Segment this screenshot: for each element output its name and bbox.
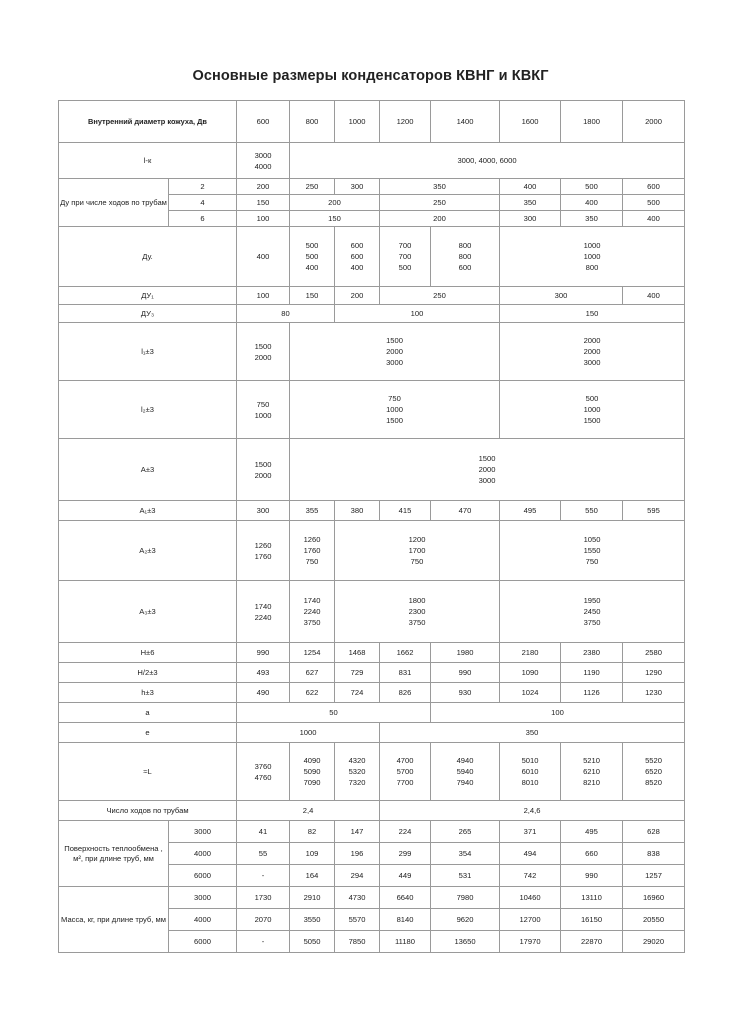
table-row [59, 305, 685, 323]
table-cell: 495 [561, 821, 623, 843]
row-label: Поверхность теплообмена , м², при длине труб, мм [59, 821, 169, 887]
table-row [59, 179, 685, 195]
table-cell: 400 [623, 211, 685, 227]
table-row [59, 683, 685, 703]
table-cell: 1740 2240 3750 [290, 581, 335, 643]
table-cell: 600 [623, 179, 685, 195]
table-cell: 1190 [561, 663, 623, 683]
table-cell: 200 [335, 287, 380, 305]
row-label: l-к [59, 143, 237, 179]
table-cell: 22870 [561, 931, 623, 953]
table-cell: 300 [500, 287, 623, 305]
table-row [59, 227, 685, 287]
table-cell: 100 [431, 703, 685, 723]
table-cell: 109 [290, 843, 335, 865]
table-cell: 470 [431, 501, 500, 521]
table-cell: 265 [431, 821, 500, 843]
table-cell: 150 [290, 287, 335, 305]
table-cell: 2,4,6 [380, 801, 685, 821]
table-cell: 750 1000 1500 [290, 381, 500, 439]
row-label: A₃±3 [59, 581, 237, 643]
table-cell: 200 [380, 211, 500, 227]
row-label: Ду при числе ходов по трубам [59, 179, 169, 227]
table-cell: 1600 [500, 101, 561, 143]
table-cell: 150 [500, 305, 685, 323]
table-cell: 3000, 4000, 6000 [290, 143, 685, 179]
table-cell: 1126 [561, 683, 623, 703]
table-cell: 2,4 [237, 801, 380, 821]
table-cell: 742 [500, 865, 561, 887]
table-cell: 1500 2000 3000 [290, 323, 500, 381]
table-cell: 531 [431, 865, 500, 887]
table-cell: 1500 2000 3000 [290, 439, 685, 501]
table-cell: 3000 [169, 887, 237, 909]
table-cell: 595 [623, 501, 685, 521]
table-cell: 724 [335, 683, 380, 703]
table-cell: 1290 [623, 663, 685, 683]
table-cell: 1024 [500, 683, 561, 703]
table-cell: 500 [623, 195, 685, 211]
table-cell: 600 600 400 [335, 227, 380, 287]
table-cell: 1500 2000 [237, 323, 290, 381]
table-cell: 1230 [623, 683, 685, 703]
table-cell: 80 [237, 305, 335, 323]
table-cell: 3000 4000 [237, 143, 290, 179]
table-cell: 2180 [500, 643, 561, 663]
table-cell: 10460 [500, 887, 561, 909]
table-cell: 29020 [623, 931, 685, 953]
row-label: A₁±3 [59, 501, 237, 521]
table-cell: 3550 [290, 909, 335, 931]
table-cell: 164 [290, 865, 335, 887]
table-cell: 627 [290, 663, 335, 683]
table-cell: 4000 [169, 909, 237, 931]
table-cell: 990 [431, 663, 500, 683]
table-cell: 1200 [380, 101, 431, 143]
row-label: Ду. [59, 227, 237, 287]
row-label: ДУ₃ [59, 305, 237, 323]
table-cell: 750 1000 [237, 381, 290, 439]
table-cell: 55 [237, 843, 290, 865]
table-cell: 1662 [380, 643, 431, 663]
table-cell: 200 [237, 179, 290, 195]
table-cell: 490 [237, 683, 290, 703]
table-cell: 4090 5090 7090 [290, 743, 335, 801]
row-label: A₂±3 [59, 521, 237, 581]
table-cell: 700 700 500 [380, 227, 431, 287]
table-row [59, 663, 685, 683]
table-row [59, 439, 685, 501]
table-cell: 2000 [623, 101, 685, 143]
table-cell: 550 [561, 501, 623, 521]
row-label: Масса, кг, при длине труб, мм [59, 887, 169, 953]
table-cell: 2380 [561, 643, 623, 663]
table-cell: 2070 [237, 909, 290, 931]
table-cell: 600 [237, 101, 290, 143]
table-cell: 224 [380, 821, 431, 843]
table-row [59, 643, 685, 663]
table-cell: 1740 2240 [237, 581, 290, 643]
table-cell: 11180 [380, 931, 431, 953]
table-cell: 1257 [623, 865, 685, 887]
table-cell: 16960 [623, 887, 685, 909]
table-cell: 8140 [380, 909, 431, 931]
table-cell: 12700 [500, 909, 561, 931]
table-cell: 1254 [290, 643, 335, 663]
table-cell: 838 [623, 843, 685, 865]
table-cell: 6 [169, 211, 237, 227]
table-cell: 495 [500, 501, 561, 521]
table-cell: 1800 [561, 101, 623, 143]
table-row [59, 743, 685, 801]
table-cell: 729 [335, 663, 380, 683]
table-cell: 800 800 600 [431, 227, 500, 287]
table-row [59, 703, 685, 723]
table-cell: 371 [500, 821, 561, 843]
table-cell: 1260 1760 [237, 521, 290, 581]
table-cell: 100 [237, 211, 290, 227]
table-cell: 400 [623, 287, 685, 305]
table-cell: 5210 6210 8210 [561, 743, 623, 801]
table-cell: 6640 [380, 887, 431, 909]
table-cell: 100 [335, 305, 500, 323]
table-cell: 400 [237, 227, 290, 287]
table-cell: 150 [290, 211, 380, 227]
table-cell: 250 [380, 195, 500, 211]
table-cell: 500 1000 1500 [500, 381, 685, 439]
table-cell: 1000 1000 800 [500, 227, 685, 287]
table-cell: 930 [431, 683, 500, 703]
table-cell: 350 [500, 195, 561, 211]
table-cell: 13650 [431, 931, 500, 953]
table-row [59, 581, 685, 643]
table-cell: 2580 [623, 643, 685, 663]
table-cell: 493 [237, 663, 290, 683]
table-row [59, 143, 685, 179]
table-cell: 628 [623, 821, 685, 843]
row-label: Число ходов по трубам [59, 801, 237, 821]
table-cell: 196 [335, 843, 380, 865]
table-cell: 1050 1550 750 [500, 521, 685, 581]
table-cell: 4 [169, 195, 237, 211]
table-row [59, 323, 685, 381]
table-cell: 500 [561, 179, 623, 195]
table-cell: 400 [500, 179, 561, 195]
table-row [59, 287, 685, 305]
table-cell: 16150 [561, 909, 623, 931]
table-cell: 5570 [335, 909, 380, 931]
table-row [59, 723, 685, 743]
table-cell: 150 [237, 195, 290, 211]
table-cell: 1500 2000 [237, 439, 290, 501]
table-cell: 355 [290, 501, 335, 521]
table-cell: 1400 [431, 101, 500, 143]
table-cell: 4700 5700 7700 [380, 743, 431, 801]
table-cell: 13110 [561, 887, 623, 909]
table-cell: 400 [561, 195, 623, 211]
header-label: Внутренний диаметр кожуха, Дв [59, 101, 237, 143]
table-cell: 350 [380, 179, 500, 195]
table-cell: 6000 [169, 931, 237, 953]
table-cell: 20550 [623, 909, 685, 931]
table-cell: 200 [290, 195, 380, 211]
table-cell: 354 [431, 843, 500, 865]
table-row [59, 801, 685, 821]
row-label: ДУ₁ [59, 287, 237, 305]
table-cell: 1260 1760 750 [290, 521, 335, 581]
table-cell: 294 [335, 865, 380, 887]
table-cell: 4320 5320 7320 [335, 743, 380, 801]
table-cell: 6000 [169, 865, 237, 887]
table-cell: 17970 [500, 931, 561, 953]
row-label: H/2±3 [59, 663, 237, 683]
table-row [59, 381, 685, 439]
table-cell: 831 [380, 663, 431, 683]
table-cell: 1000 [335, 101, 380, 143]
table-cell: 2 [169, 179, 237, 195]
table-cell: 990 [561, 865, 623, 887]
table-cell: 1950 2450 3750 [500, 581, 685, 643]
table-cell: 250 [290, 179, 335, 195]
table-cell: 1980 [431, 643, 500, 663]
table-cell: 299 [380, 843, 431, 865]
table-row [59, 501, 685, 521]
table-cell: 2910 [290, 887, 335, 909]
table-cell: 4000 [169, 843, 237, 865]
table-cell: 1090 [500, 663, 561, 683]
table-cell: 449 [380, 865, 431, 887]
table-cell: 300 [500, 211, 561, 227]
table-cell: 7850 [335, 931, 380, 953]
row-label: H±6 [59, 643, 237, 663]
table-cell: 350 [380, 723, 685, 743]
row-label: ≈L [59, 743, 237, 801]
table-cell: 2000 2000 3000 [500, 323, 685, 381]
table-cell: 826 [380, 683, 431, 703]
row-label: l₁±3 [59, 323, 237, 381]
table-cell: 300 [237, 501, 290, 521]
table-cell: 82 [290, 821, 335, 843]
dimensions-table [58, 100, 685, 953]
table-cell: 5010 6010 8010 [500, 743, 561, 801]
table-row [59, 521, 685, 581]
table-cell: 800 [290, 101, 335, 143]
row-label: l₂±3 [59, 381, 237, 439]
table-cell: 660 [561, 843, 623, 865]
table-cell: 494 [500, 843, 561, 865]
table-cell: 100 [237, 287, 290, 305]
table-cell: 380 [335, 501, 380, 521]
table-cell: 41 [237, 821, 290, 843]
table-cell: 350 [561, 211, 623, 227]
table-cell: 4940 5940 7940 [431, 743, 500, 801]
table-cell: 622 [290, 683, 335, 703]
table-cell: 4730 [335, 887, 380, 909]
page-title: Основные размеры конденсаторов КВНГ и КВКГ [192, 68, 549, 84]
table-row [59, 101, 685, 143]
table-cell: - [237, 931, 290, 953]
table-row [59, 821, 685, 843]
table-cell: 415 [380, 501, 431, 521]
table-cell: 1800 2300 3750 [335, 581, 500, 643]
table-cell: 1200 1700 750 [335, 521, 500, 581]
table-cell: 3000 [169, 821, 237, 843]
table-cell: 300 [335, 179, 380, 195]
table-cell: 5050 [290, 931, 335, 953]
table-cell: 1468 [335, 643, 380, 663]
table-cell: 147 [335, 821, 380, 843]
table-cell: 50 [237, 703, 431, 723]
table-cell: 7980 [431, 887, 500, 909]
table-cell: 500 500 400 [290, 227, 335, 287]
table-cell: - [237, 865, 290, 887]
row-label: h±3 [59, 683, 237, 703]
table-cell: 3760 4760 [237, 743, 290, 801]
table-cell: 5520 6520 8520 [623, 743, 685, 801]
table-cell: 250 [380, 287, 500, 305]
row-label: e [59, 723, 237, 743]
table-cell: 1000 [237, 723, 380, 743]
row-label: a [59, 703, 237, 723]
table-cell: 9620 [431, 909, 500, 931]
table-cell: 1730 [237, 887, 290, 909]
row-label: A±3 [59, 439, 237, 501]
table-row [59, 887, 685, 909]
table-cell: 990 [237, 643, 290, 663]
